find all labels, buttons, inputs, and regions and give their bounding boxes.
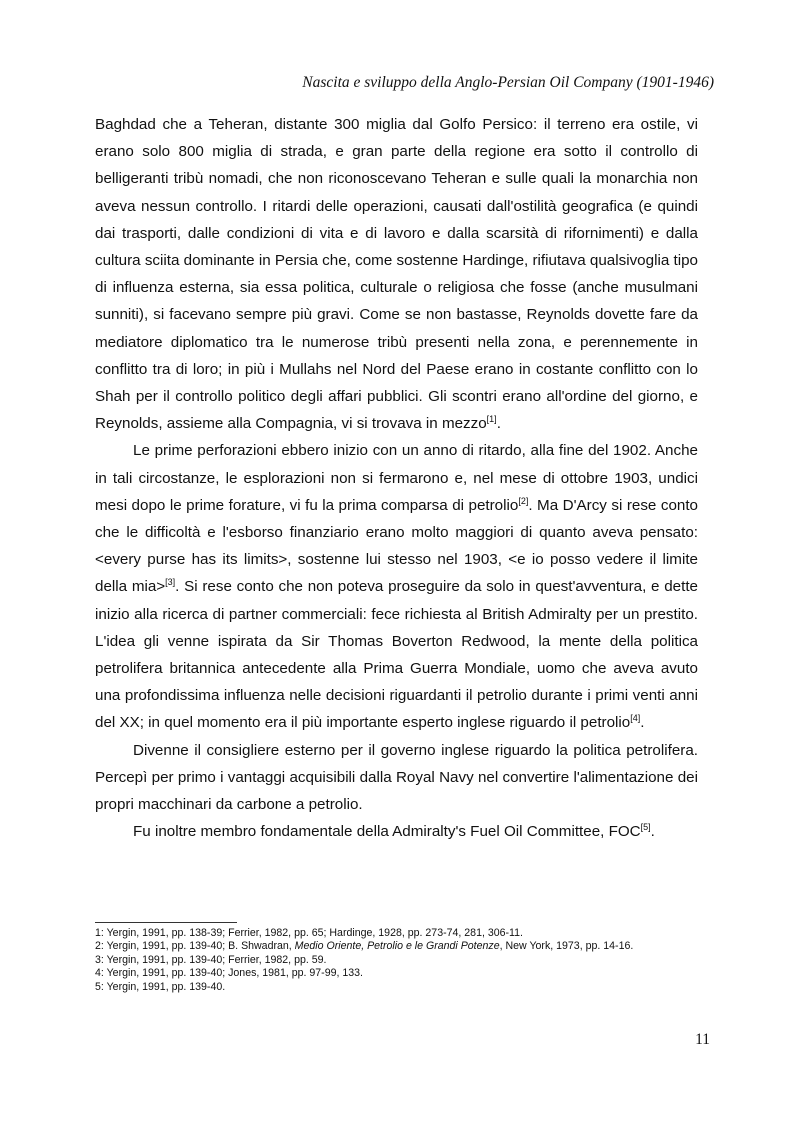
paragraph-2-part4: . [640, 714, 645, 732]
body-text [95, 111, 698, 845]
footnote-2-pre: 2: Yergin, 1991, pp. 139-40; B. Shwadran, [95, 940, 295, 953]
footnote-ref-1[interactable]: [1] [486, 414, 497, 425]
running-header: Nascita e sviluppo della Anglo-Persian Oil Company (1901-1946) [302, 74, 714, 91]
paragraph-3 [95, 737, 698, 819]
paragraph-1-text: Baghdad che a Teheran, distante 300 miglia dal Golfo Persico: il terreno era ostile, vi erano solo 800 miglia di strada, e gran parte della regione era sotto il controllo di belligeranti tribù nomadi, che non riconoscevano Teheran e sulle quali la monarchia non aveva nessun controllo. I ritardi delle operazioni, causati dall'ostilità geografica (e quindi dai trasporti, dalle condizioni di vita e di lavoro e dalla scarsità di rifornimenti) e dalla cultura sciita dominante in Persia che, come sostenne Hardinge, rifiutava qualsivoglia tipo di influenza esterna, sia essa politica, culturale o religiosa che fosse (anche musulmani sunniti), si facevano sempre più gravi. Come se non bastasse, Reynolds dovette fare da mediatore diplomatico tra le numerose tribù presenti nella zona, e perennemente in conflitto tra di loro; in più i Mullahs nel Nord del Paese erano in costante conflitto con lo Shah per il controllo politico degli affari pubblici. Gli scontri erano all'ordine del giorno, e Reynolds, assieme alla Compagnia, vi si trovava in mezzo [95, 116, 698, 433]
paragraph-1-tail: . [496, 415, 501, 433]
page-number: 11 [695, 1031, 710, 1048]
footnote-5: 5: Yergin, 1991, pp. 139-40. [95, 980, 226, 993]
paragraph-2-part1: Le prime perforazioni ebbero inizio con un anno di ritardo, alla fine del 1902. Anche in tali circostanze, le esplorazioni non si fermarono e, nel mese di ottobre 1903, undici mesi dopo le prime forature, vi fu la prima comparsa di petrolio [95, 442, 698, 514]
paragraph-2 [95, 437, 698, 736]
footnote-2 [95, 940, 715, 953]
paragraph-2-part2: . Ma D'Arcy si rese conto che le difficoltà e l'esborso finanziario erano molto maggiori di quanto aveva pensato: <every purse has its limits>, sostenne lui stesso nel 1903, <e io posso vedere il limite della mia> [95, 496, 699, 596]
paragraph-1 [95, 111, 698, 437]
footnote-1: 1: Yergin, 1991, pp. 138-39; Ferrier, 1982, pp. 65; Hardinge, 1928, pp. 273-74, 281, 306-11. [95, 927, 523, 939]
footnote-4: 4: Yergin, 1991, pp. 139-40; Jones, 1981, pp. 97-99, 133. [95, 967, 363, 980]
footnote-ref-3[interactable]: [3] [165, 577, 176, 588]
paragraph-4 [95, 818, 698, 845]
paragraph-4-tail: . [650, 823, 655, 841]
footnote-ref-5[interactable]: [5] [640, 822, 651, 833]
paragraph-4-text: Fu inoltre membro fondamentale della Admiralty's Fuel Oil Committee, FOC [133, 823, 641, 841]
paragraph-2-part3: . Si rese conto che non poteva proseguire da solo in quest'avventura, e dette inizio alla ricerca di partner commerciali: fece richiesta al British Admiralty per un prestito. L'idea gli venne ispirata da Sir Thomas Boverton Redwood, la mente della politica petrolifera britannica antecedente alla Prima Guerra Mondiale, uomo che aveva avuto una profondissima influenza nelle decisioni riguardanti il petrolio durante i primi venti anni del XX; in quel momento era il più importante esperto inglese riguardo il petrolio [95, 578, 698, 732]
footnote-2-title: Medio Oriente, Petrolio e le Grandi Potenze [294, 940, 500, 953]
footnote-separator [95, 922, 237, 923]
footnote-ref-4[interactable]: [4] [630, 713, 641, 724]
footnote-ref-2[interactable]: [2] [518, 495, 529, 506]
footnote-2-post: , New York, 1973, pp. 14-16. [499, 940, 634, 953]
paragraph-3-text: Divenne il consigliere esterno per il governo inglese riguardo la politica petrolifera. Percepì per primo i vantaggi acquisibili dalla Royal Navy nel convertire l'alimentazione dei propri macchinari da carbone a petrolio. [95, 741, 698, 814]
footnote-3: 3: Yergin, 1991, pp. 139-40; Ferrier, 1982, pp. 59. [95, 953, 327, 966]
footnotes [95, 927, 715, 994]
